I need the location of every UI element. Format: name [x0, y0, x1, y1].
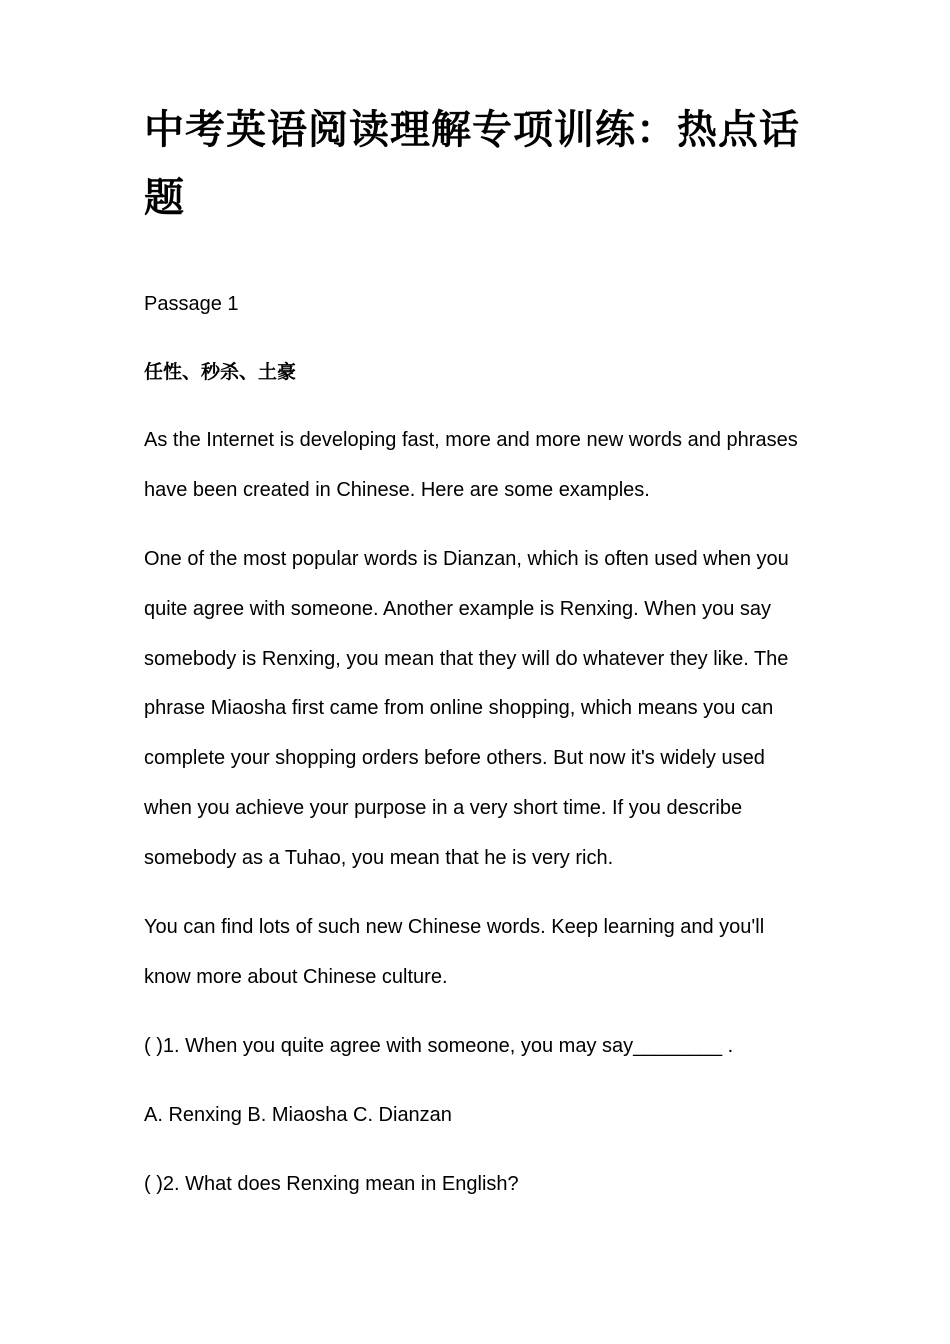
question-2: ( )2. What does Renxing mean in English? [144, 1173, 519, 1195]
question-1-options: A. Renxing B. Miaosha C. Dianzan [144, 1104, 452, 1126]
paragraph-examples: One of the most popular words is Dianzan, which is often used when you quite agree with someone. Another example is Renxing. When you say somebody is Renxing, you mean that they will do whatever they like. The phrase Miaosha first came from online shopping, which means you can complete your shopping orders before others. But now it's widely used when you achieve your purpose in a very short time. If you describe somebody as a Tuhao, you mean that he is very rich. [144, 548, 789, 869]
paragraph-conclusion: You can find lots of such new Chinese words. Keep learning and you'll know more about Chinese culture. [144, 916, 765, 988]
passage-subheading: 任性、秒杀、土豪 [144, 362, 297, 383]
question-1: ( )1. When you quite agree with someone, you may say________ . [144, 1035, 734, 1057]
passage-label: Passage 1 [144, 293, 239, 315]
page-title: 中考英语阅读理解专项训练：热点话题 [144, 108, 800, 220]
paragraph-intro: As the Internet is developing fast, more and more new words and phrases have been created in Chinese. Here are some examples. [144, 429, 798, 501]
